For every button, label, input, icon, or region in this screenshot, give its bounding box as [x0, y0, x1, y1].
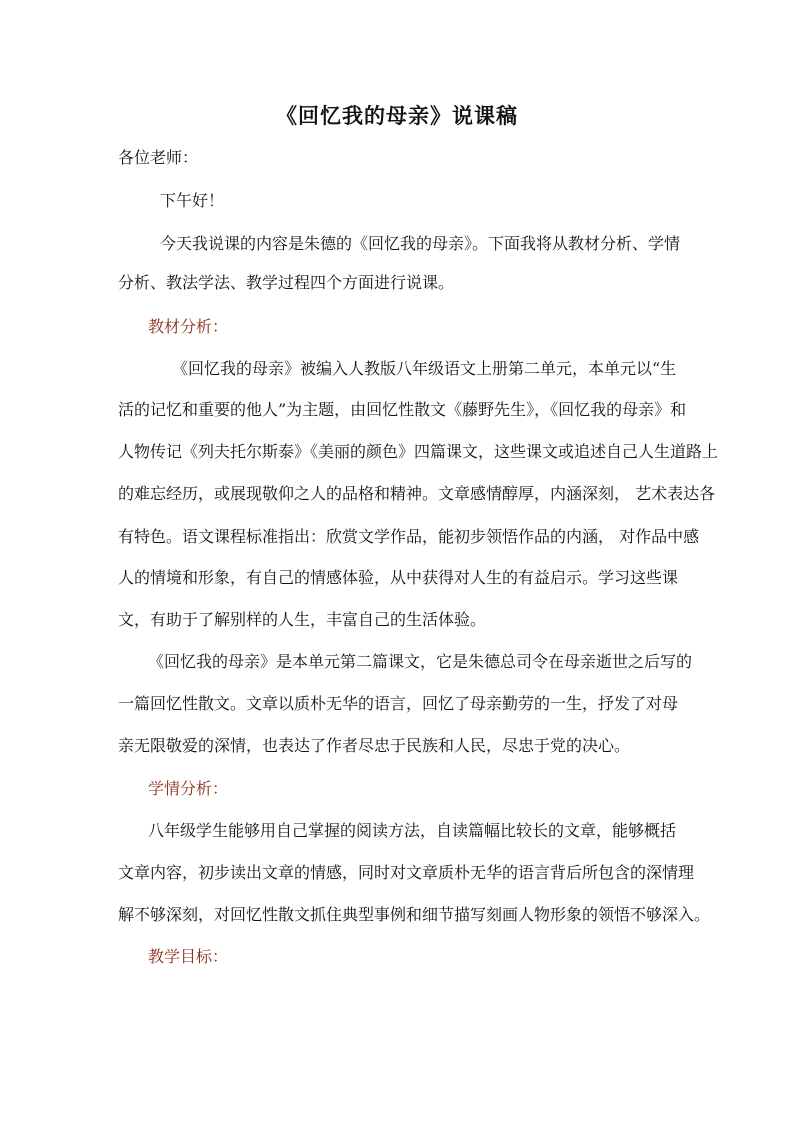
textbook-paragraph-line: 亲无限敬爱的深情，也表达了作者尽忠于民族和人民，尽忠于党的决心。	[118, 736, 631, 755]
greeting: 各位老师：	[118, 148, 199, 167]
document-title: 《回忆我的母亲》说课稿	[276, 103, 518, 128]
textbook-paragraph-line: 《回忆我的母亲》被编入人教版八年级语文上册第二单元，本单元以“生	[172, 359, 677, 378]
section-heading-objectives: 教学目标：	[148, 947, 229, 966]
students-paragraph-line: 文章内容，初步读出文章的情感，同时对文章质朴无华的语言背后所包含的深情理	[118, 863, 695, 882]
section-heading-textbook: 教材分析：	[148, 317, 229, 336]
textbook-paragraph-line: 活的记忆和重要的他人”为主题，由回忆性散文《藤野先生》，《回忆我的母亲》和	[118, 400, 687, 419]
section-heading-students: 学情分析：	[148, 779, 229, 798]
opening-line: 下午好！	[160, 191, 225, 210]
textbook-paragraph-line: 人物传记《列夫托尔斯泰》《美丽的颜色》四篇课文，这些课文或追述自己人生道路上	[118, 442, 719, 461]
textbook-paragraph-line: 一篇回忆性散文。文章以质朴无华的语言，回忆了母亲勤劳的一生，抒发了对母	[118, 694, 679, 713]
textbook-paragraph-line: 《回忆我的母亲》是本单元第二篇课文，它是朱德总司令在母亲逝世之后写的	[148, 652, 693, 671]
textbook-paragraph-line: 有特色。语文课程标准指出：欣赏文学作品，能初步领悟作品的内涵， 对作品中感	[118, 527, 700, 546]
students-paragraph-line: 解不够深刻，对回忆性散文抓住典型事例和细节描写刻画人物形象的领悟不够深入。	[118, 905, 711, 924]
intro-line: 分析、教法学法、教学过程四个方面进行说课。	[118, 273, 455, 292]
students-paragraph-line: 八年级学生能够用自己掌握的阅读方法，自读篇幅比较长的文章，能够概括	[148, 821, 677, 840]
textbook-paragraph-line: 文，有助于了解别样的人生，丰富自己的生活体验。	[118, 610, 487, 629]
intro-line: 今天我说课的内容是朱德的《回忆我的母亲》。下面我将从教材分析、学情	[160, 234, 681, 253]
textbook-paragraph-line: 人的情境和形象，有自己的情感体验，从中获得对人生的有益启示。学习这些课	[118, 568, 679, 587]
textbook-paragraph-line: 的难忘经历，或展现敬仰之人的品格和精神。文章感情醇厚，内涵深刻， 艺术表达各	[118, 484, 716, 503]
